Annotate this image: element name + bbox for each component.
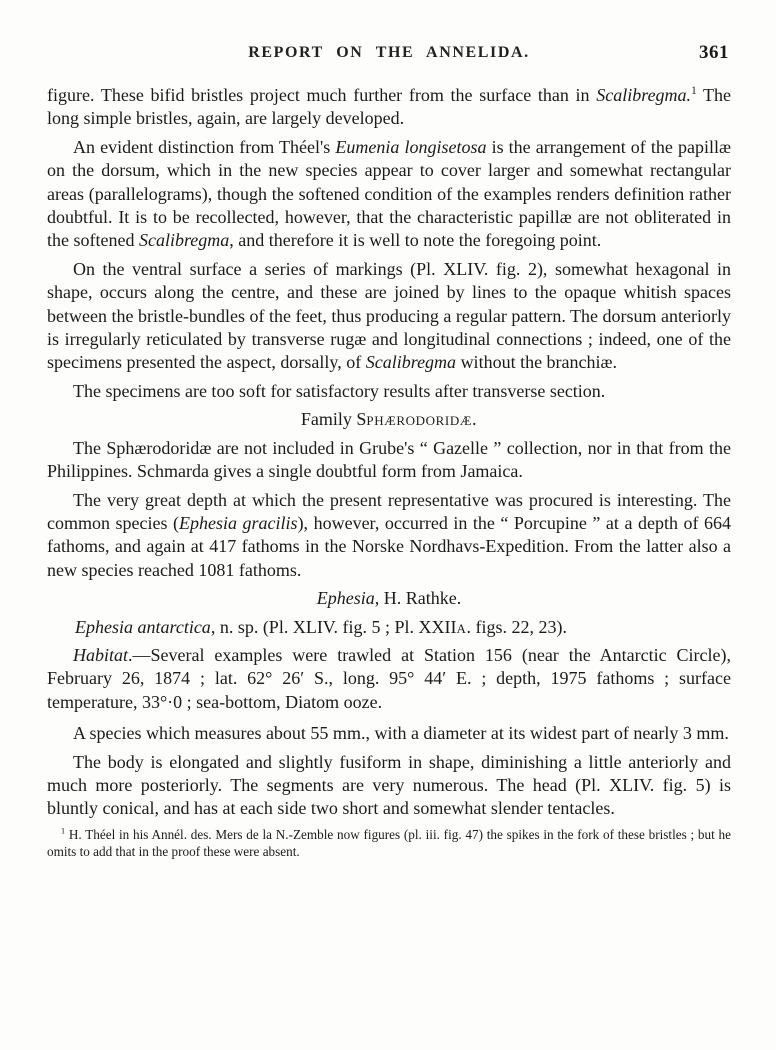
text-run: Habitat xyxy=(73,644,129,665)
text-run: .—Several examples were trawled at Station 156 (near the Antarctic Circle), February 26, 1874 ; lat. 62° 26′ S., long. 95° 44′ E. ; depth, 1975 fathoms ; surface temperature, 33°·0 ; sea-bottom, Diatom ooze. xyxy=(47,644,731,712)
text-run: , and therefore it is well to note the foregoing point. xyxy=(229,230,602,251)
family-heading xyxy=(47,408,731,431)
text-run: 1 xyxy=(691,85,697,97)
paragraph-measurements xyxy=(47,719,731,745)
text-run: The very great depth at which the present representative was procured is interesting. The common species ( xyxy=(47,489,731,533)
text-run: ), however, occurred in the “ Porcupine ” at a depth of 664 fathoms, and again at 417 fathoms in the Norske Nordhavs-Expedition. From the latter also a new species reached 1081 fathoms. xyxy=(47,512,732,580)
species-heading xyxy=(47,616,731,639)
text-run: . figs. 22, 23). xyxy=(466,616,567,637)
text-run: Ephesia xyxy=(316,588,375,609)
paragraph-depth xyxy=(47,489,731,583)
footnote xyxy=(47,826,731,860)
text-run: Scalibregma xyxy=(138,230,230,251)
text-run: figure. These bifid bristles project much further from the surface than in xyxy=(47,85,597,105)
text-run: Scalibregma xyxy=(365,352,457,373)
text-run: phærodoridæ. xyxy=(366,409,478,430)
text-run: Family S xyxy=(300,409,367,430)
text-run: The specimens are too soft for satisfactory results after transverse section. xyxy=(73,380,606,401)
text-run: H. Théel in his Annél. des. Mers de la N.-Zemble now figures (pl. iii. fig. 47) the spikes in the fork of these bristles ; but he omits to add that in the proof these were absent. xyxy=(47,826,731,859)
text-run: The long simple bristles, again, are largely developed. xyxy=(47,85,731,129)
page-number: 361 xyxy=(699,42,729,63)
text-run: The Sphærodoridæ are not included in Grube's “ Gazelle ” collection, nor in that from the Philippines. Schmarda gives a single doubtful form from Jamaica. xyxy=(47,437,731,482)
genus-heading xyxy=(47,587,731,610)
text-run: The body is elongated and slightly fusiform in shape, diminishing a little anteriorly and much more posteriorly. The segments are very numerous. The head (Pl. XLIV. fig. 5) is bluntly conical, and has at each side two short and somewhat slender tentacles. xyxy=(47,751,731,819)
opening-paragraph xyxy=(47,84,731,131)
paragraph-distinction xyxy=(47,136,731,253)
running-head-title: REPORT ON THE ANNELIDA. xyxy=(248,44,530,61)
text-run: Scalibregma. xyxy=(596,85,692,105)
text-run: 1 xyxy=(61,826,66,836)
text-run: , H. Rathke. xyxy=(374,588,462,609)
habitat-paragraph xyxy=(47,644,731,714)
paragraph-body-description xyxy=(47,751,731,821)
text-run: Eumenia longisetosa xyxy=(335,136,487,157)
text-run: a xyxy=(456,616,467,637)
text-run: Ephesia gracilis xyxy=(179,512,298,533)
page-body xyxy=(47,84,731,860)
text-run: Ephesia antarctica xyxy=(75,616,211,637)
text-run: An evident distinction from Théel's xyxy=(73,136,336,157)
text-run: A species which measures about 55 mm., with a diameter at its widest part of nearly 3 mm. xyxy=(73,723,729,744)
running-header xyxy=(47,44,731,68)
paragraph-sphaerodoridae xyxy=(47,437,731,484)
text-run: without the branchiæ. xyxy=(456,352,618,373)
text-run: On the ventral surface a series of markings (Pl. XLIV. fig. 2), somewhat hexagonal in shape, occurs along the centre, and these are joined by lines to the opaque whitish spaces between the bristle-bundles of the feet, thus producing a regular pattern. The dorsum anteriorly is irregularly reticulated by transverse rugæ and longitudinal connections ; indeed, one of the specimens presented the aspect, dorsally, of xyxy=(47,258,731,373)
paragraph-specimens xyxy=(47,380,731,403)
text-run: is the arrangement of the papillæ on the dorsum, which in the new species appear to cover larger and somewhat rectangular areas (parallelograms), though the softened condition of the examples renders definition rather doubtful. It is to be recollected, however, that the characteristic papillæ are not obliterated in the softened xyxy=(47,136,731,251)
paragraph-ventral-surface xyxy=(47,258,731,375)
text-run: , n. sp. (Pl. XLIV. fig. 5 ; Pl. XXII xyxy=(210,616,457,637)
